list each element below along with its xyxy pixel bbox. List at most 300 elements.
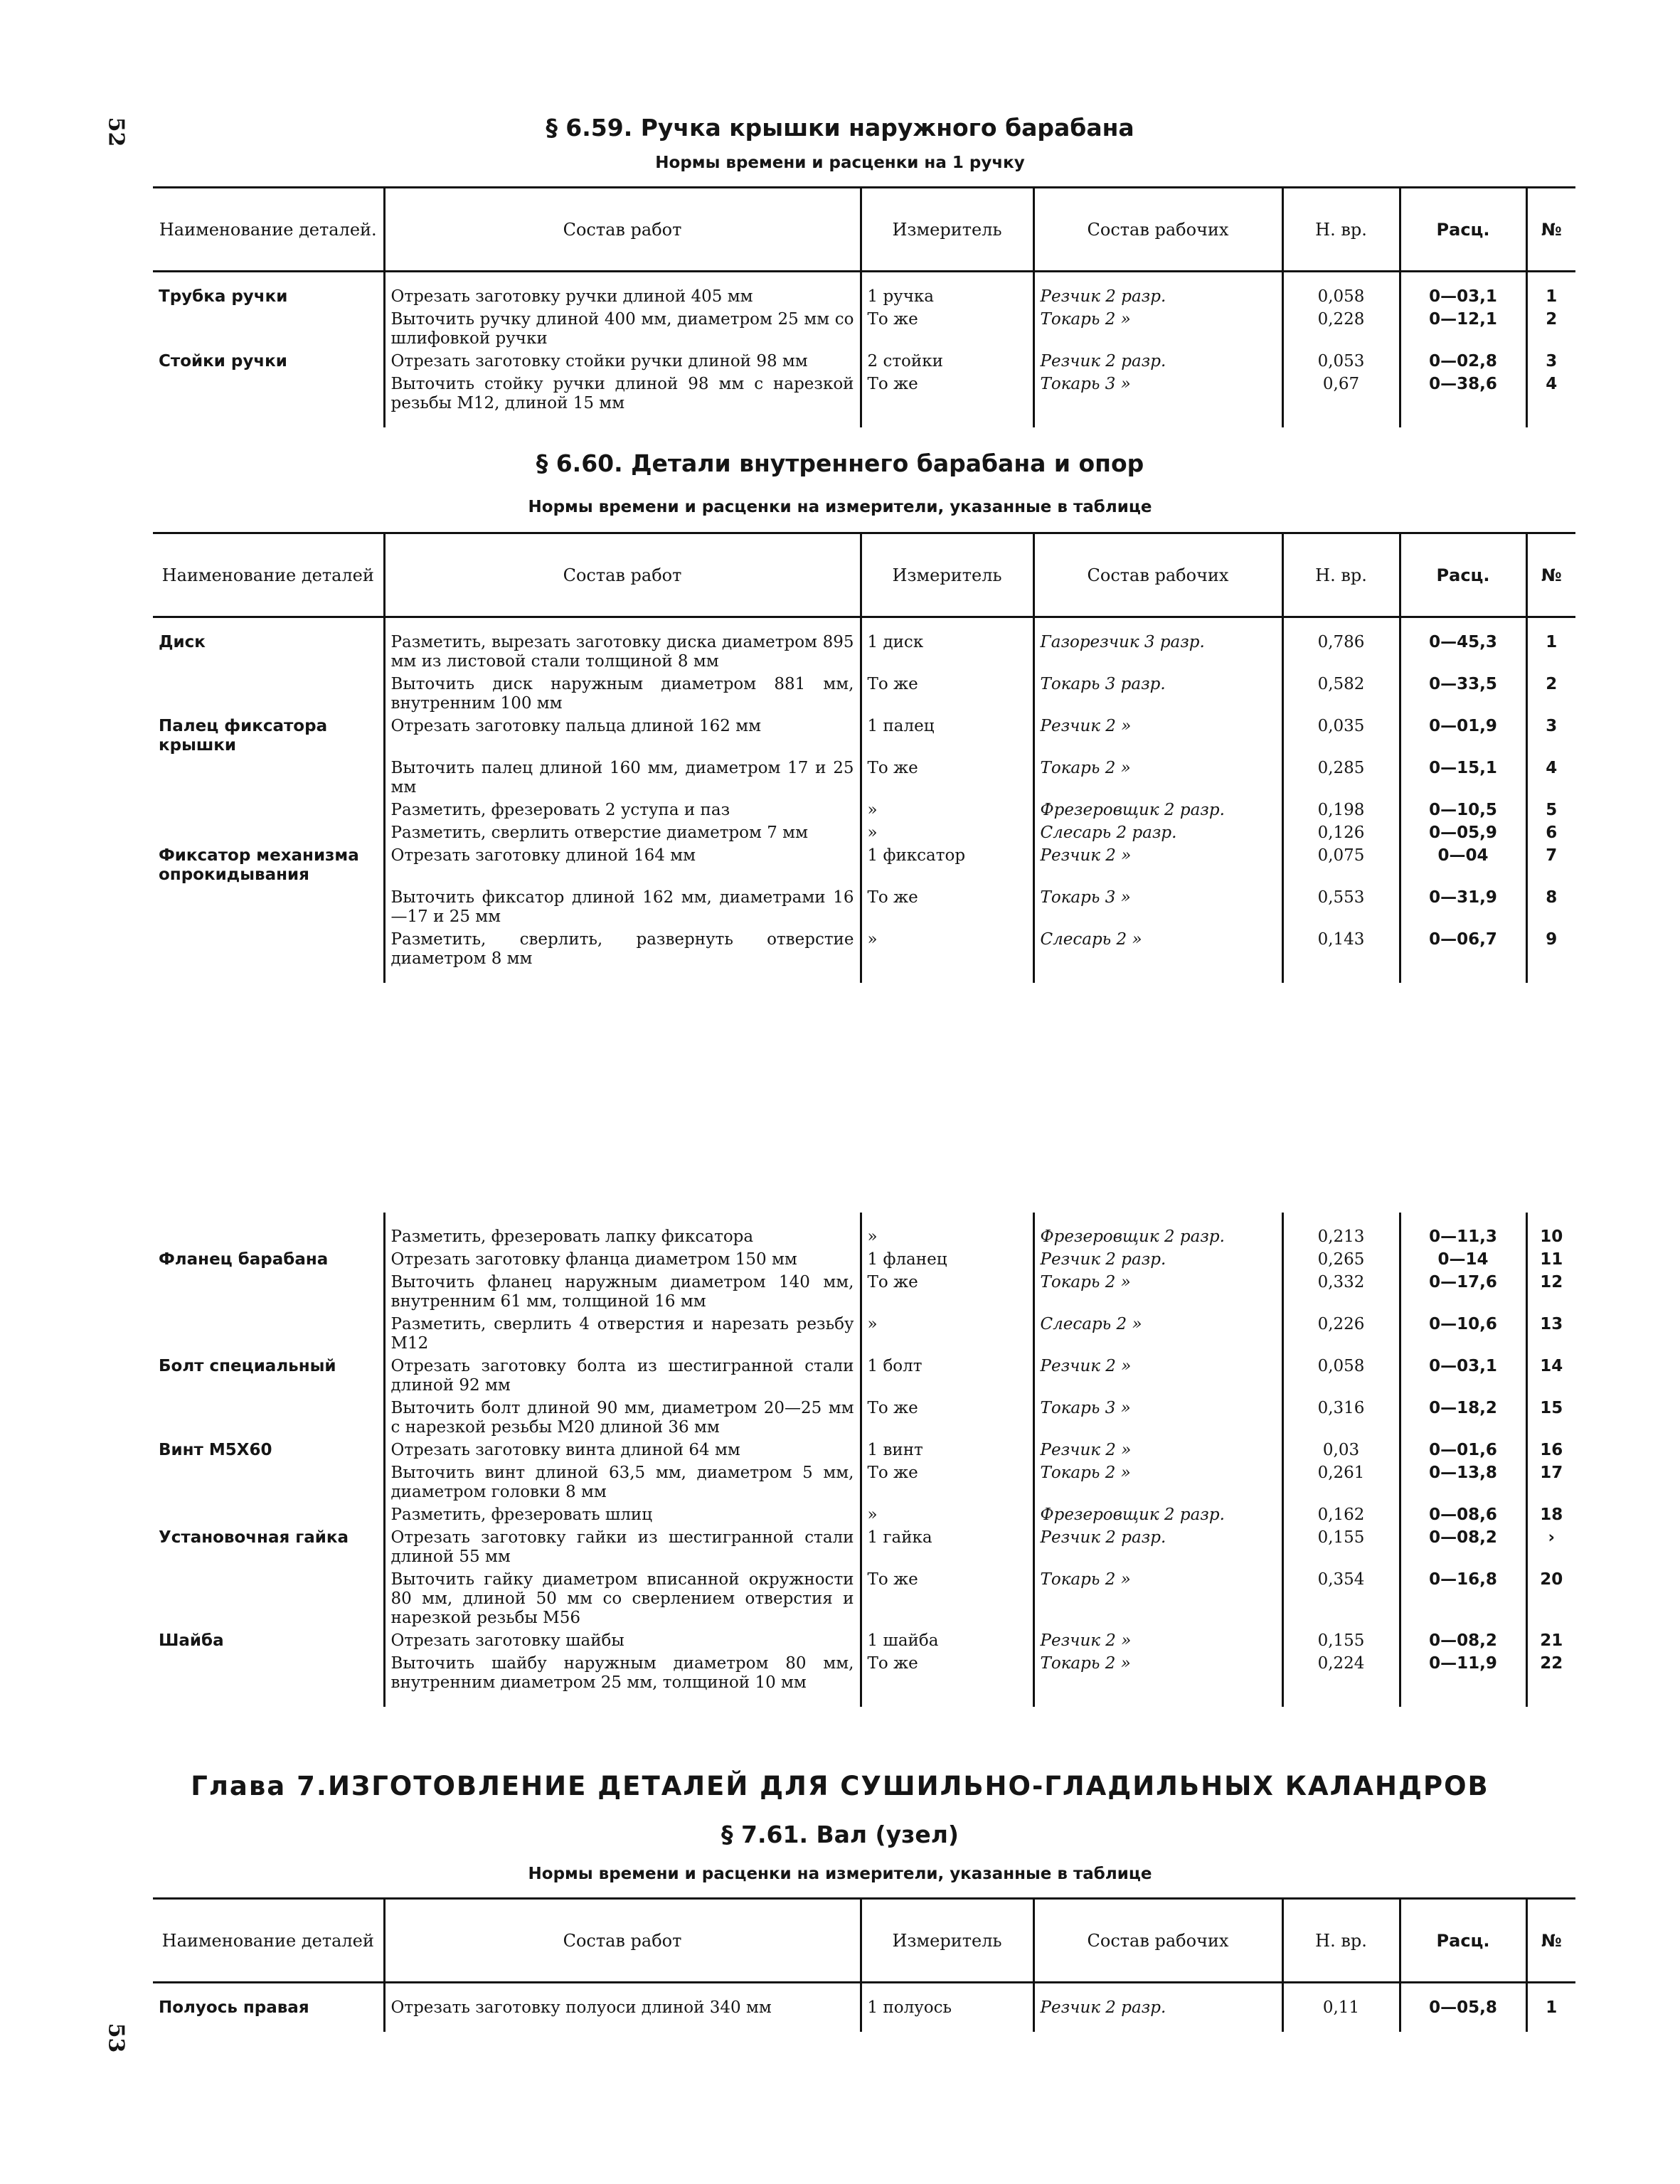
row-number-cell: 18 [1526,1503,1575,1526]
row-number-cell: 13 [1526,1313,1575,1355]
row-number-cell: 6 [1526,821,1575,844]
time-norm-cell: 0,213 [1282,1225,1400,1248]
workers-cell: Токарь 3 » [1033,886,1282,928]
detail-name-cell [153,373,384,415]
spacer-cell [1400,617,1526,632]
workers-cell: Резчик 2 разр. [1033,1996,1282,2019]
page-number-top: 52 [103,117,129,147]
spacer-cell [861,617,1033,632]
detail-name-cell [153,1652,384,1694]
spacer-cell [1400,1213,1526,1225]
spacer-cell [1400,272,1526,286]
spacer-cell [861,1213,1033,1225]
col-header-name: Наименование деталей [153,1899,384,1983]
workers-cell: Токарь 2 » [1033,1271,1282,1313]
price-cell: 0—03,1 [1400,1355,1526,1397]
col-header-workers: Состав рабочих [1033,533,1282,617]
spacer-cell [1526,970,1575,983]
spacer-cell [1526,272,1575,286]
col-header-workers: Состав рабочих [1033,188,1282,272]
row-number-cell: 3 [1526,715,1575,757]
spacer-cell [1033,1694,1282,1707]
table-row [153,1996,1575,2019]
price-cell: 0—01,9 [1400,715,1526,757]
table-row [153,631,1575,673]
table-row [153,928,1575,970]
unit-cell: 1 шайба [861,1629,1033,1652]
row-number-cell: 20 [1526,1568,1575,1629]
col-header-unit: Измеритель [861,188,1033,272]
workers-cell: Фрезеровщик 2 разр. [1033,1503,1282,1526]
section-7-61-title: § 7.61. Вал (узел) [721,1821,959,1848]
table-row [153,1526,1575,1568]
spacer-cell [861,415,1033,427]
price-cell: 0—02,8 [1400,350,1526,373]
workers-cell: Слесарь 2 разр. [1033,821,1282,844]
row-spacer [153,970,1575,983]
workers-cell: Слесарь 2 » [1033,1313,1282,1355]
work-description-cell: Разметить, фрезеровать лапку фиксатора [384,1225,861,1248]
spacer-cell [153,272,384,286]
unit-cell: 1 фланец [861,1248,1033,1271]
table-row [153,1568,1575,1629]
work-description-cell: Выточить палец длиной 160 мм, диаметром 17 и 25 мм [384,757,861,799]
detail-name-cell: Винт М5Х60 [159,1441,272,1459]
table-row [153,799,1575,821]
work-description-cell: Отрезать заготовку пальца длиной 162 мм [384,715,861,757]
work-description-cell: Разметить, фрезеровать шлиц [384,1503,861,1526]
spacer-cell [384,617,861,632]
unit-cell: То же [861,1652,1033,1694]
spacer-cell [1282,272,1400,286]
spacer-cell [384,970,861,983]
time-norm-cell: 0,261 [1282,1461,1400,1503]
detail-name-cell: Палец фиксатора крышки [159,717,328,755]
workers-cell: Резчик 2 разр. [1033,350,1282,373]
workers-cell: Фрезеровщик 2 разр. [1033,799,1282,821]
spacer-cell [1282,1213,1400,1225]
work-description-cell: Отрезать заготовку болта из шестигранной стали длиной 92 мм [384,1355,861,1397]
col-header-price: Расц. [1400,1899,1526,1983]
price-cell: 0—11,3 [1400,1225,1526,1248]
table-row [153,1225,1575,1248]
spacer-cell [861,970,1033,983]
table-row [153,1629,1575,1652]
spacer-cell [861,2019,1033,2032]
spacer-cell [1282,617,1400,632]
unit-cell: То же [861,1461,1033,1503]
detail-name-cell [153,886,384,928]
time-norm-cell: 0,126 [1282,821,1400,844]
table-row [153,1439,1575,1461]
table-row [153,844,1575,886]
detail-name-cell: Фланец барабана [159,1250,329,1269]
workers-cell: Фрезеровщик 2 разр. [1033,1225,1282,1248]
work-description-cell: Выточить ручку длиной 400 мм, диаметром 25 мм со шлифовкой ручки [384,308,861,350]
table-row [153,1461,1575,1503]
spacer-cell [1400,970,1526,983]
row-number-cell: 4 [1526,757,1575,799]
time-norm-cell: 0,226 [1282,1313,1400,1355]
unit-cell: 1 диск [861,631,1033,673]
spacer-cell [1282,2019,1400,2032]
col-header-norm: Н. вр. [1282,533,1400,617]
col-header-norm: Н. вр. [1282,188,1400,272]
work-description-cell: Выточить болт длиной 90 мм, диаметром 20—25 мм с нарезкой резьбы М20 длиной 36 мм [384,1397,861,1439]
unit-cell: То же [861,673,1033,715]
col-header-name: Наименование деталей. [153,188,384,272]
time-norm-cell: 0,198 [1282,799,1400,821]
price-cell: 0—33,5 [1400,673,1526,715]
time-norm-cell: 0,162 [1282,1503,1400,1526]
price-cell: 0—08,6 [1400,1503,1526,1526]
time-norm-cell: 0,03 [1282,1439,1400,1461]
work-description-cell: Разметить, сверлить отверстие диаметром 7 мм [384,821,861,844]
col-header-work: Состав работ [384,1899,861,1983]
row-spacer [153,1694,1575,1707]
detail-name-cell: Диск [159,633,206,651]
price-cell: 0—13,8 [1400,1461,1526,1503]
workers-cell: Резчик 2 разр. [1033,1526,1282,1568]
table-6-60 [153,532,1575,983]
work-description-cell: Разметить, сверлить, развернуть отверстие диаметром 8 мм [384,928,861,970]
unit-cell: » [861,821,1033,844]
price-cell: 0—04 [1400,844,1526,886]
col-header-work: Состав работ [384,533,861,617]
work-description-cell: Отрезать заготовку фланца диаметром 150 мм [384,1248,861,1271]
unit-cell: » [861,1503,1033,1526]
spacer-cell [1282,415,1400,427]
row-number-cell: 12 [1526,1271,1575,1313]
price-cell: 0—05,9 [1400,821,1526,844]
workers-cell: Резчик 2 » [1033,1629,1282,1652]
spacer-cell [1033,415,1282,427]
spacer-cell [384,1983,861,1997]
unit-cell: » [861,1313,1033,1355]
workers-cell: Резчик 2 » [1033,1439,1282,1461]
spacer-cell [1033,1213,1282,1225]
time-norm-cell: 0,285 [1282,757,1400,799]
time-norm-cell: 0,316 [1282,1397,1400,1439]
row-number-cell: 21 [1526,1629,1575,1652]
workers-cell: Резчик 2 разр. [1033,285,1282,308]
row-spacer [153,415,1575,427]
unit-cell: То же [861,1271,1033,1313]
work-description-cell: Выточить шайбу наружным диаметром 80 мм, внутренним диаметром 25 мм, толщиной 10 мм [384,1652,861,1694]
price-cell: 0—15,1 [1400,757,1526,799]
price-cell: 0—31,9 [1400,886,1526,928]
table-row [153,1397,1575,1439]
workers-cell: Резчик 2 » [1033,715,1282,757]
row-spacer [153,272,1575,286]
table-row [153,673,1575,715]
row-number-cell: 17 [1526,1461,1575,1503]
table-row [153,1652,1575,1694]
spacer-cell [1400,1983,1526,1997]
workers-cell: Газорезчик 3 разр. [1033,631,1282,673]
detail-name-cell: Полуось правая [159,1998,309,2017]
col-header-no: № [1526,533,1575,617]
unit-cell: 1 палец [861,715,1033,757]
row-number-cell: 1 [1526,631,1575,673]
col-header-workers: Состав рабочих [1033,1899,1282,1983]
work-description-cell: Разметить, сверлить 4 отверстия и нарезать резьбу М12 [384,1313,861,1355]
time-norm-cell: 0,354 [1282,1568,1400,1629]
section-6-60-subtitle: Нормы времени и расценки на измерители, указанные в таблице [528,498,1152,516]
spacer-cell [1282,1694,1400,1707]
detail-name-cell [153,308,384,350]
row-number-cell: 14 [1526,1355,1575,1397]
table-row [153,373,1575,415]
work-description-cell: Отрезать заготовку полуоси длиной 340 мм [384,1996,861,2019]
spacer-cell [1033,2019,1282,2032]
row-number-cell: 8 [1526,886,1575,928]
detail-name-cell: Стойки ручки [159,352,287,371]
table-row [153,1503,1575,1526]
col-header-unit: Измеритель [861,533,1033,617]
price-cell: 0—16,8 [1400,1568,1526,1629]
row-spacer [153,617,1575,632]
time-norm-cell: 0,155 [1282,1629,1400,1652]
time-norm-cell: 0,058 [1282,285,1400,308]
spacer-cell [861,272,1033,286]
unit-cell: » [861,928,1033,970]
detail-name-cell: Установочная гайка [159,1528,349,1547]
workers-cell: Токарь 2 » [1033,1568,1282,1629]
price-cell: 0—11,9 [1400,1652,1526,1694]
row-number-cell: 7 [1526,844,1575,886]
work-description-cell: Выточить стойку ручки длиной 98 мм с нарезкой резьбы М12, длиной 15 мм [384,373,861,415]
workers-cell: Токарь 2 » [1033,1652,1282,1694]
unit-cell: 1 винт [861,1439,1033,1461]
row-number-cell: 2 [1526,673,1575,715]
price-cell: 0—12,1 [1400,308,1526,350]
spacer-cell [1526,1983,1575,1997]
time-norm-cell: 0,053 [1282,350,1400,373]
table-row [153,1355,1575,1397]
spacer-cell [1526,617,1575,632]
time-norm-cell: 0,582 [1282,673,1400,715]
table-6-59 [153,186,1575,427]
unit-cell: 1 болт [861,1355,1033,1397]
unit-cell: » [861,1225,1033,1248]
work-description-cell: Отрезать заготовку винта длиной 64 мм [384,1439,861,1461]
table-7-61 [153,1897,1575,2032]
row-number-cell: 3 [1526,350,1575,373]
detail-name-cell: Болт специальный [159,1357,336,1375]
spacer-cell [1526,415,1575,427]
time-norm-cell: 0,228 [1282,308,1400,350]
spacer-cell [861,1983,1033,1997]
work-description-cell: Разметить, вырезать заготовку диска диаметром 895 мм из листовой стали толщиной 8 мм [384,631,861,673]
work-description-cell: Выточить диск наружным диаметром 881 мм, внутренним 100 мм [384,673,861,715]
detail-name-cell: Шайба [159,1631,224,1650]
unit-cell: 1 полуось [861,1996,1033,2019]
page-number-bottom: 53 [103,2023,129,2053]
price-cell: 0—14 [1400,1248,1526,1271]
table-row [153,757,1575,799]
spacer-cell [1400,1694,1526,1707]
col-header-norm: Н. вр. [1282,1899,1400,1983]
spacer-cell [384,415,861,427]
detail-name-cell [153,1503,384,1526]
time-norm-cell: 0,11 [1282,1996,1400,2019]
section-6-60-title: § 6.60. Детали внутреннего барабана и опор [536,449,1144,477]
table-row [153,886,1575,928]
row-spacer [153,2019,1575,2032]
work-description-cell: Отрезать заготовку ручки длиной 405 мм [384,285,861,308]
row-number-cell: › [1526,1526,1575,1568]
unit-cell: То же [861,1568,1033,1629]
col-header-name: Наименование деталей [153,533,384,617]
detail-name-cell [153,757,384,799]
time-norm-cell: 0,786 [1282,631,1400,673]
spacer-cell [153,2019,384,2032]
detail-name-cell: Фиксатор механизма опрокидывания [159,846,359,884]
row-number-cell: 10 [1526,1225,1575,1248]
table-row [153,308,1575,350]
spacer-cell [384,1213,861,1225]
workers-cell: Резчик 2 » [1033,1355,1282,1397]
detail-name-cell [153,673,384,715]
spacer-cell [1282,1983,1400,1997]
price-cell: 0—10,5 [1400,799,1526,821]
spacer-cell [1033,970,1282,983]
unit-cell: 1 ручка [861,285,1033,308]
section-7-61-subtitle: Нормы времени и расценки на измерители, указанные в таблице [528,1865,1152,1883]
unit-cell: То же [861,1397,1033,1439]
table-row [153,1271,1575,1313]
price-cell: 0—17,6 [1400,1271,1526,1313]
spacer-cell [153,1213,384,1225]
unit-cell: То же [861,308,1033,350]
table-row [153,1313,1575,1355]
detail-name-cell [153,928,384,970]
col-header-no: № [1526,1899,1575,1983]
workers-cell: Токарь 2 » [1033,308,1282,350]
detail-name-cell: Трубка ручки [159,287,288,306]
work-description-cell: Отрезать заготовку гайки из шестигранной стали длиной 55 мм [384,1526,861,1568]
table-row [153,285,1575,308]
row-number-cell: 2 [1526,308,1575,350]
table-row [153,821,1575,844]
spacer-cell [1033,617,1282,632]
time-norm-cell: 0,332 [1282,1271,1400,1313]
unit-cell: » [861,799,1033,821]
price-cell: 0—08,2 [1400,1629,1526,1652]
col-header-no: № [1526,188,1575,272]
row-number-cell: 5 [1526,799,1575,821]
workers-cell: Токарь 3 разр. [1033,673,1282,715]
table-row [153,350,1575,373]
row-number-cell: 15 [1526,1397,1575,1439]
workers-cell: Токарь 3 » [1033,373,1282,415]
detail-name-cell [153,1313,384,1355]
spacer-cell [153,617,384,632]
spacer-cell [1033,1983,1282,1997]
row-number-cell: 22 [1526,1652,1575,1694]
section-6-59-title: § 6.59. Ручка крышки наружного барабана [546,114,1134,142]
table-row [153,1248,1575,1271]
spacer-cell [384,2019,861,2032]
detail-name-cell [153,821,384,844]
col-header-price: Расц. [1400,188,1526,272]
detail-name-cell [153,1568,384,1629]
price-cell: 0—01,6 [1400,1439,1526,1461]
table-row [153,715,1575,757]
time-norm-cell: 0,265 [1282,1248,1400,1271]
work-description-cell: Выточить фиксатор длиной 162 мм, диаметрами 16—17 и 25 мм [384,886,861,928]
row-number-cell: 16 [1526,1439,1575,1461]
time-norm-cell: 0,155 [1282,1526,1400,1568]
spacer-cell [1400,415,1526,427]
unit-cell: 1 фиксатор [861,844,1033,886]
work-description-cell: Разметить, фрезеровать 2 уступа и паз [384,799,861,821]
price-cell: 0—05,8 [1400,1996,1526,2019]
work-description-cell: Отрезать заготовку шайбы [384,1629,861,1652]
row-number-cell: 9 [1526,928,1575,970]
detail-name-cell [153,799,384,821]
spacer-cell [1282,970,1400,983]
time-norm-cell: 0,143 [1282,928,1400,970]
spacer-cell [1526,2019,1575,2032]
unit-cell: То же [861,886,1033,928]
unit-cell: То же [861,757,1033,799]
spacer-cell [384,272,861,286]
row-spacer [153,1213,1575,1225]
spacer-cell [153,970,384,983]
unit-cell: 2 стойки [861,350,1033,373]
time-norm-cell: 0,058 [1282,1355,1400,1397]
work-description-cell: Отрезать заготовку стойки ручки длиной 98 мм [384,350,861,373]
price-cell: 0—06,7 [1400,928,1526,970]
spacer-cell [861,1694,1033,1707]
work-description-cell: Выточить винт длиной 63,5 мм, диаметром 5 мм, диаметром головки 8 мм [384,1461,861,1503]
price-cell: 0—10,6 [1400,1313,1526,1355]
col-header-price: Расц. [1400,533,1526,617]
workers-cell: Токарь 2 » [1033,1461,1282,1503]
time-norm-cell: 0,224 [1282,1652,1400,1694]
spacer-cell [1526,1694,1575,1707]
spacer-cell [153,415,384,427]
workers-cell: Резчик 2 разр. [1033,1248,1282,1271]
row-number-cell: 11 [1526,1248,1575,1271]
price-cell: 0—08,2 [1400,1526,1526,1568]
col-header-work: Состав работ [384,188,861,272]
work-description-cell: Отрезать заготовку длиной 164 мм [384,844,861,886]
detail-name-cell [153,1461,384,1503]
detail-name-cell [153,1397,384,1439]
section-6-59-subtitle: Нормы времени и расценки на 1 ручку [655,154,1025,172]
spacer-cell [153,1694,384,1707]
spacer-cell [153,1983,384,1997]
work-description-cell: Выточить гайку диаметром вписанной окружности 80 мм, длиной 50 мм со сверлением отверстия и нарезкой резьбы М56 [384,1568,861,1629]
col-header-unit: Измеритель [861,1899,1033,1983]
time-norm-cell: 0,035 [1282,715,1400,757]
spacer-cell [1033,272,1282,286]
work-description-cell: Выточить фланец наружным диаметром 140 мм, внутренним 61 мм, толщиной 16 мм [384,1271,861,1313]
workers-cell: Слесарь 2 » [1033,928,1282,970]
table-6-60-continued [153,1213,1575,1707]
time-norm-cell: 0,075 [1282,844,1400,886]
spacer-cell [1526,1213,1575,1225]
price-cell: 0—03,1 [1400,285,1526,308]
unit-cell: То же [861,373,1033,415]
spacer-cell [384,1694,861,1707]
unit-cell: 1 гайка [861,1526,1033,1568]
time-norm-cell: 0,67 [1282,373,1400,415]
spacer-cell [1400,2019,1526,2032]
